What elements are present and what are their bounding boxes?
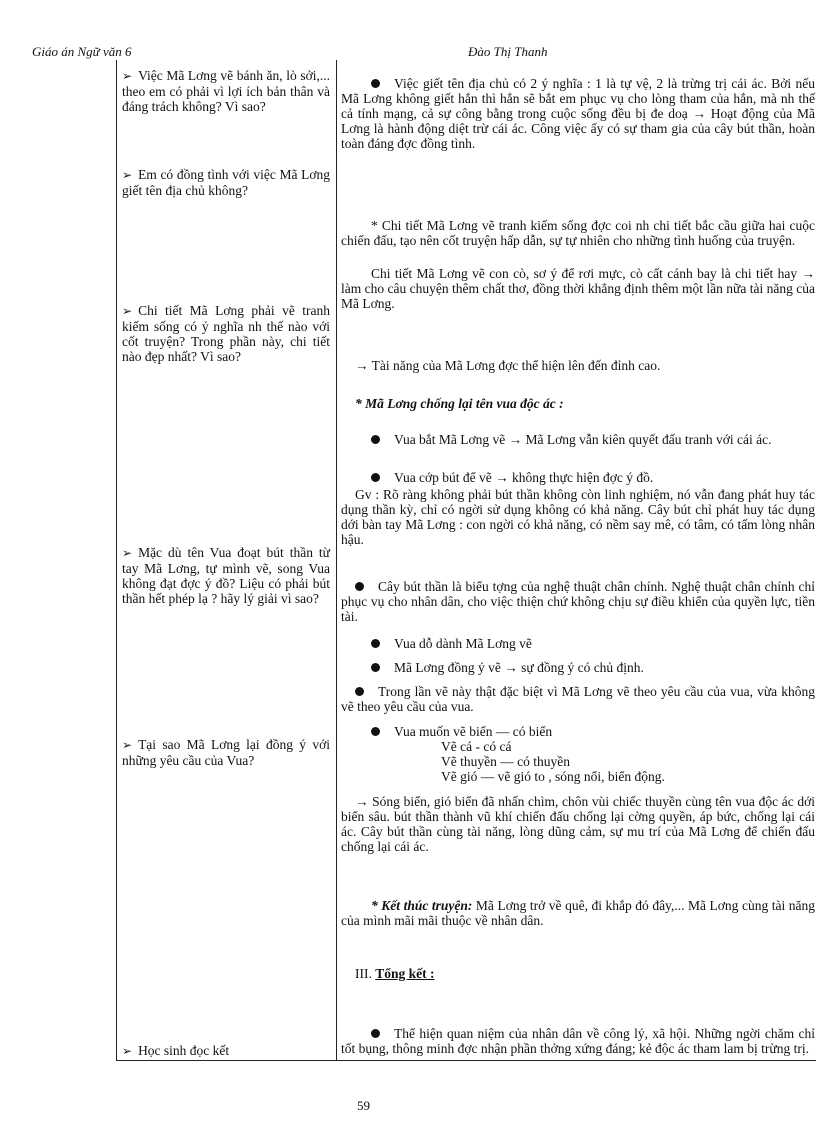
implies-arrow-icon: →: [504, 660, 518, 675]
bullet-icon: [371, 79, 380, 88]
bullet-icon: [371, 727, 380, 736]
right-bullet-3: Cây bút thần là biểu tợng của nghệ thuật chân chính. Nghệ thuật chân chính chỉ phục vụ cho nhân dân, cho việc thiện chứ không chịu sự điều khiển của quyền lực, tiền tài.: [341, 579, 815, 624]
right-para-2: * Chi tiết Mã Lơng vẽ tranh kiếm sống đợc coi nh chi tiết bắc cầu giữa hai cuộc chiến đấu, tạo nên cốt truyện hấp dẫn, sự tự nhiên cho những tình huống của truyện.: [341, 218, 815, 248]
header-right: Đào Thị Thanh: [468, 44, 548, 59]
implies-arrow-icon: →: [508, 432, 523, 447]
left-question-6: ➢ Học sinh đọc kết: [122, 1043, 230, 1058]
bullet-icon: [371, 473, 380, 482]
section-heading-2: III. Tổng kết :: [355, 966, 435, 981]
right-para-5: Gv : Rõ ràng không phải bút thần không còn linh nghiệm, nó vẫn đang phát huy tác dụng thần kỳ, chỉ có ngời sử dụng không có khả năng. Cây bút chỉ phát huy tác dụng dới bàn tay Mã Lơng : con ngời có khả năng, có nềm say mê, có tâm, có tấm lòng nhân hậu.: [341, 487, 815, 547]
sub-line-3: Vẽ gió — vẽ gió to , sóng nổi, biển động.: [441, 769, 665, 784]
left-question-1: ➢ Việc Mã Lơng vẽ bánh ăn, lò sởi,... theo em có phải vì lợi ích bản thân và đáng trách không? Vì sao?: [122, 68, 330, 114]
header-left: Giáo án Ngữ văn 6: [32, 44, 132, 59]
bullet-icon: [355, 582, 364, 591]
arrow-bullet-icon: ➢: [122, 69, 133, 83]
right-bullet-8: Thể hiện quan niệm của nhân dân về công lý, xã hội. Những ngời chăm chỉ tốt bụng, thông minh đợc nhận phần thởng xứng đáng; kẻ độc ác tham lam bị trừng trị.: [341, 1026, 815, 1056]
implies-arrow-icon: →: [355, 794, 369, 809]
page-number: 59: [357, 1098, 370, 1113]
right-bullet-1: Vua bắt Mã Lơng vẽ → Mã Lơng vẫn kiên quyết đấu tranh với cái ác.: [341, 432, 815, 447]
right-para-1: Việc giết tên địa chủ có 2 ý nghĩa : 1 là tự vệ, 2 là trừng trị cái ác. Bởi nếu Mã Lơng không giết hắn thì hắn sẽ bắt em phục vụ cho lòng tham của hắn, mà nh thế cả tính mạng, cả sự công bằng trong cuộc sống đều bị đe doạ → Hoạt động của Mã Lơng là hành động diệt trừ cái ác. Công việc ấy có sự tham gia của cây bút thần, hoàn toàn đáng đợc đồng tình.: [341, 76, 816, 151]
right-bullet-2: Vua cớp bút để vẽ → không thực hiện đợc ý đồ.: [341, 470, 815, 485]
right-bullet-6: Trong lần vẽ này thật đặc biệt vì Mã Lơng vẽ theo yêu cầu của vua, vừa không vẽ theo yêu cầu của vua.: [341, 684, 815, 714]
bullet-icon: [371, 639, 380, 648]
arrow-bullet-icon: ➢: [122, 304, 133, 318]
left-question-4: ➢ Mặc dù tên Vua đoạt bút thần từ tay Mã Lơng, tự mình vẽ, song Vua không đạt đợc ý đồ? Liệu có phải bút thần hết phép lạ ? hãy lý giải vì sao?: [122, 545, 330, 606]
implies-arrow-icon: →: [355, 358, 369, 373]
sub-line-2: Vẽ thuyền — có thuyền: [441, 754, 570, 769]
right-bullet-5: Mã Lơng đồng ý vẽ → sự đồng ý có chủ định.: [341, 660, 815, 675]
bullet-icon: [371, 1029, 380, 1038]
column-divider: [336, 60, 337, 1060]
right-para-6: → Sóng biển, gió biển đã nhấn chìm, chôn vùi chiếc thuyền cùng tên vua độc ác dới biển sâu. bút thần thành vũ khí chiến đấu chống lại cờng quyền, áp bức, chống lại cái ác. Cây bút thần cùng tài năng, lòng dũng cảm, sự mu trí của Mã Lơng để chiến đấu chống lại cái ác.: [341, 794, 816, 854]
arrow-bullet-icon: ➢: [122, 1044, 133, 1058]
left-question-2: ➢ Em có đồng tình với việc Mã Lơng giết tên địa chủ không?: [122, 167, 330, 198]
right-bullet-7: Vua muốn vẽ biển — có biển Vẽ cá - có cá Vẽ thuyền — có thuyền Vẽ gió — vẽ gió to , sóng nổi, biển động.: [341, 724, 815, 784]
sub-line-1: Vẽ cá - có cá: [441, 739, 512, 754]
right-para-3: Chi tiết Mã Lơng vẽ con cò, sơ ý để rơi mực, cò cất cánh bay là chi tiết hay → làm cho câu chuyện thêm chất thơ, đồng thời khẳng định thêm một lần nữa tài năng của Mã Lơng.: [341, 266, 816, 311]
bullet-icon: [371, 663, 380, 672]
arrow-bullet-icon: ➢: [122, 168, 133, 182]
arrow-bullet-icon: ➢: [122, 546, 133, 560]
left-question-3: ➢ Chi tiết Mã Lơng phải vẽ tranh kiếm sống có ý nghĩa nh thế nào với cốt truyện? Trong phần này, chi tiết nào đẹp nhất? Vì sao?: [122, 303, 330, 364]
bullet-icon: [371, 435, 380, 444]
arrow-bullet-icon: ➢: [122, 738, 133, 752]
implies-arrow-icon: →: [801, 266, 816, 281]
bullet-icon: [355, 687, 364, 696]
implies-arrow-icon: →: [692, 106, 707, 121]
right-para-4: → Tài năng của Mã Lơng đợc thể hiện lên đến đỉnh cao.: [355, 358, 661, 373]
left-question-5: ➢ Tại sao Mã Lơng lại đồng ý với những yêu cầu của Vua?: [122, 737, 330, 768]
implies-arrow-icon: →: [495, 470, 509, 485]
section-heading-1: * Mã Lơng chống lại tên vua độc ác :: [355, 396, 564, 411]
right-para-7: * Kết thúc truyện: Mã Lơng trở về quê, đi khắp đó đây,... Mã Lơng cùng tài năng của mình mãi mãi thuộc về nhân dân.: [341, 898, 816, 928]
right-bullet-4: Vua dỗ dành Mã Lơng vẽ: [341, 636, 815, 651]
